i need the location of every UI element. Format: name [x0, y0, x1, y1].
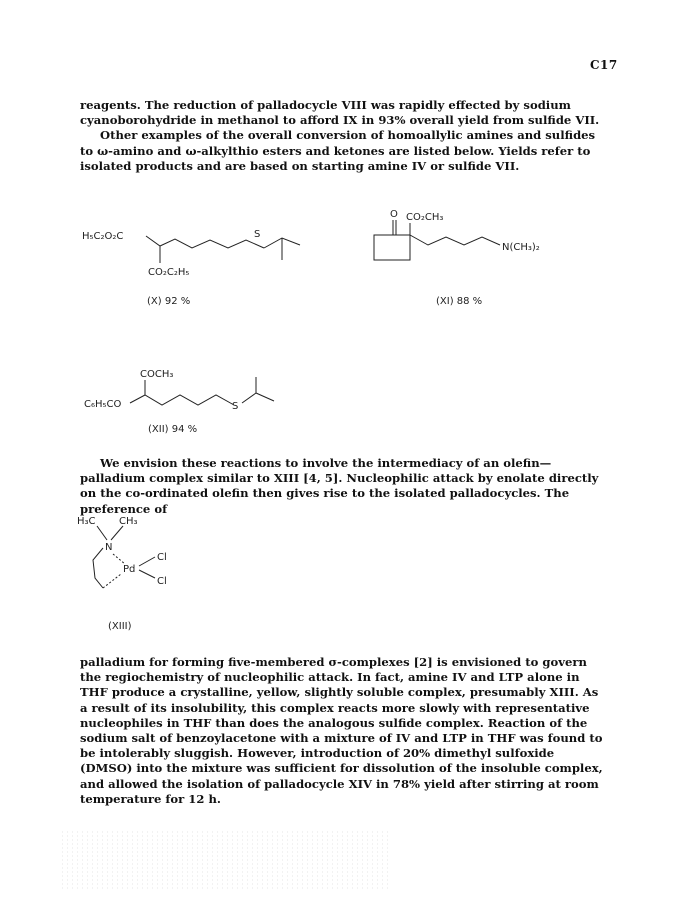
structure-xiii-npd — [113, 554, 125, 564]
structure-xi-o: O — [390, 209, 398, 220]
structure-xi — [360, 205, 620, 275]
structure-xiii-cl2: Cl — [157, 576, 167, 587]
structure-xiii-chain — [93, 548, 103, 588]
structure-xiii-bond-b — [111, 526, 123, 540]
structure-xi-amine: N(CH₃)₂ — [502, 242, 540, 253]
structure-x-label: (X) 92 % — [147, 296, 191, 307]
structure-xiii-olefin — [103, 574, 121, 588]
structure-xiii-methyl-left: H₃C — [77, 516, 96, 527]
structure-xii-tail — [242, 393, 274, 403]
paragraph-1-text: reagents. The reduction of palladocycle VIII was rapidly effected by sodium cyanoborohydride in methanol to afford IX in 93% overall yield from sulfide VII. — [80, 98, 600, 128]
structure-xiii-pdcl2 — [139, 570, 155, 578]
structure-xii-top-group: COCH₃ — [140, 369, 174, 380]
structure-xi-ester: CO₂CH₃ — [406, 212, 444, 223]
structure-xi-chain — [410, 235, 500, 245]
paragraph-1b-text: Other examples of the overall conversion of homoallylic amines and sulfides to ω-amino and ω-alkylthio esters and ketones are listed below. Yields refer to isolated products and are based on starting amine IV or sulfide VII. — [80, 128, 596, 173]
structure-xiii-pdcl1 — [139, 557, 155, 566]
structure-xiii-label: (XIII) — [108, 621, 132, 632]
structure-x-bottom-group: CO₂C₂H₅ — [148, 267, 190, 278]
structure-x-chain — [146, 236, 264, 248]
structure-xiii-pd: Pd — [123, 564, 136, 575]
paragraph-2: We envision these reactions to involve the intermediacy of an olefin—palladium complex similar to XIII [4, 5]. Nucleophilic attack by enolate directly on the co-ordinated olefin then gives rise to the isolated palladocycles. The preference of — [80, 456, 599, 516]
structure-xii-label: (XII) 94 % — [148, 424, 198, 435]
page-number: C17 — [590, 58, 618, 72]
structure-xi-ring — [374, 235, 410, 260]
structure-xii-s: S — [232, 401, 239, 412]
structure-xii — [70, 365, 290, 425]
structure-xiii-bond-a — [97, 526, 107, 540]
structure-xi-label: (XI) 88 % — [436, 296, 483, 307]
paragraph-3: palladium for forming five-membered σ-complexes [2] is envisioned to govern the regiochemistry of nucleophilic attack. In fact, amine IV and LTP alone in THF produce a crystalline, yellow, slightly soluble complex, presumably XIII. As a result of its insolubility, this complex reacts more slowly with representative nucleophiles in THF than does the analogous sulfide complex. Reaction of the sodium salt of benzoylacetone with a mixture of IV and LTP in THF was found to be intolerably sluggish. However, introduction of 20% dimethyl sulfoxide (DMSO) into the mixture was sufficient for dissolution of the insoluble complex, and allowed the isolation of palladocycle XIV in 78% yield after stirring at room temperature for 12 h. — [80, 655, 603, 806]
scan-noise — [60, 830, 390, 890]
structure-xiii — [75, 512, 215, 612]
paragraph-1 — [80, 98, 606, 174]
structure-x — [70, 215, 310, 295]
structure-xiii-cl1: Cl — [157, 552, 167, 563]
structure-xiii-n: N — [105, 542, 113, 553]
structure-x-s: S — [254, 229, 261, 240]
structure-xii-left-group: C₆H₅CO — [84, 399, 122, 410]
structure-xiii-methyl-right: CH₃ — [119, 516, 138, 527]
structure-xii-chain — [130, 395, 234, 405]
structure-x-left-group: H₅C₂O₂C — [82, 231, 124, 242]
